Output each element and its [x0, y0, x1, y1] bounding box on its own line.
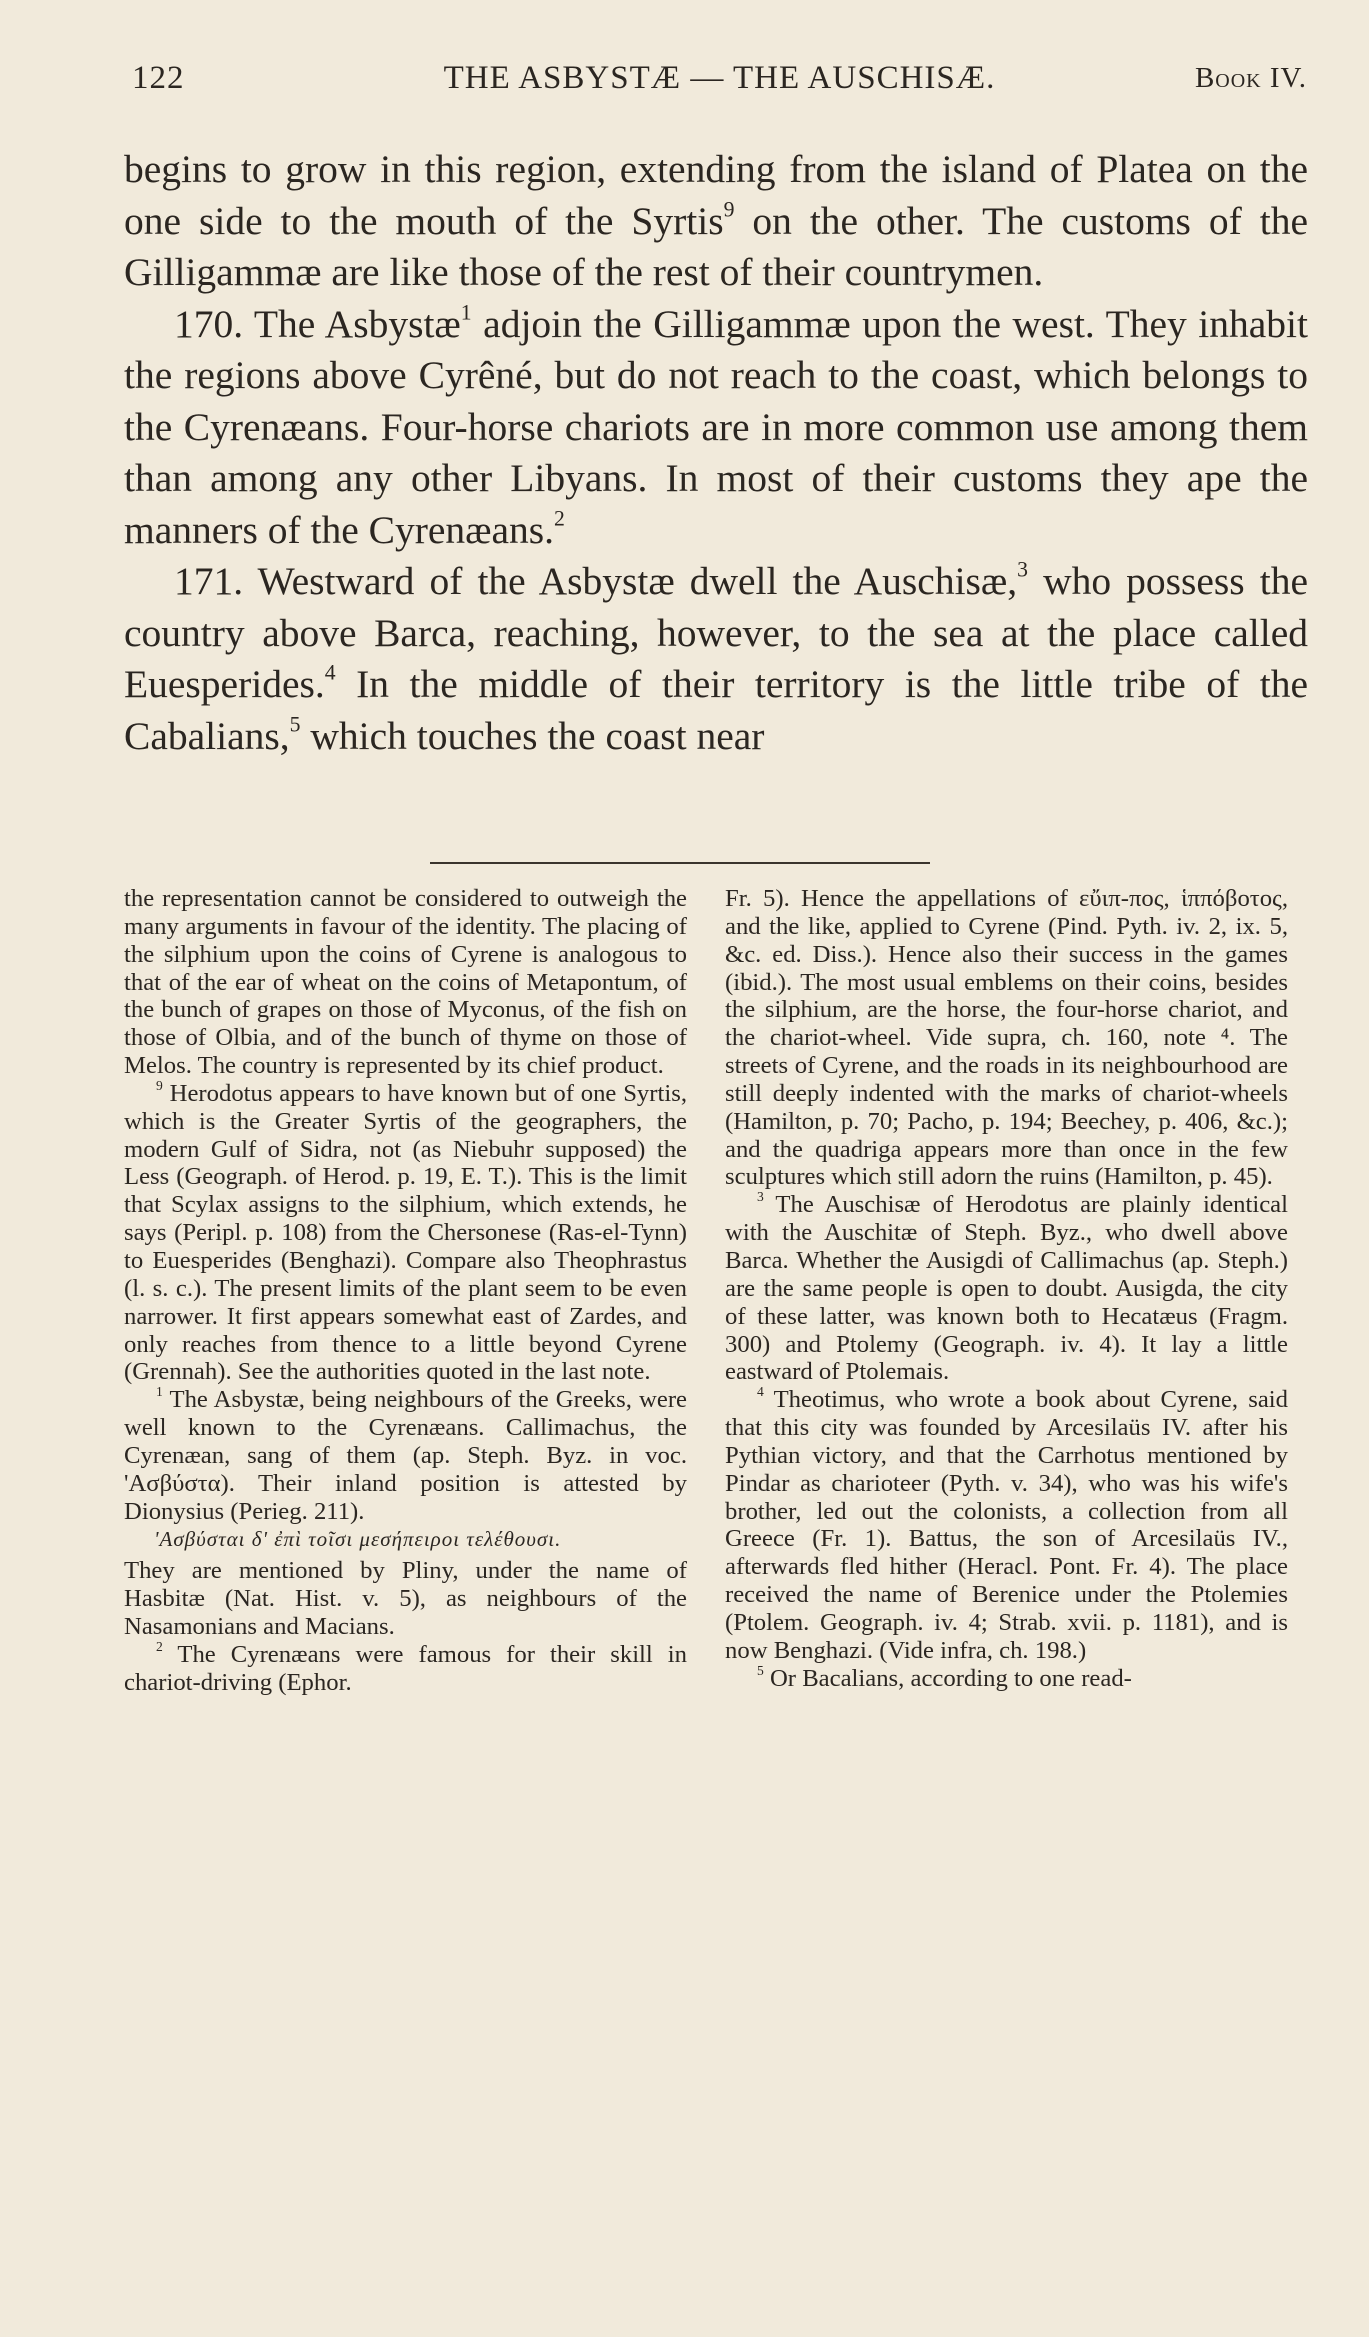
footnote-2: $^2$ The Cyrenæans were famous for their skill in chariot-driving (Ephor. [124, 1639, 687, 1696]
paragraph-continuation: begins to grow in this region, extending from the island of Platea on the one side to the mouth of the Syrtis$^9$ on the other. The customs of the Gilligammæ are like those of the rest of their countrymen. [124, 147, 1308, 294]
paragraph-170: 170. The Asbystæ$^1$ adjoin the Gilligammæ upon the west. They inhabit the regions above Cyrêné, but do not reach to the coast, which belongs to the Cyrenæans. Four-horse chariots are in more common use among them than among any other Libyans. In most of their customs they ape the manners of the Cyrenæans.$^2$ [124, 300, 1308, 552]
paragraph-171: 171. Westward of the Asbystæ dwell the Auschisæ,$^3$ who possess the country above Barca, reaching, however, to the sea at the place called Euesperides.$^4$ In the middle of their territory is the little tribe of the Cabalians,$^5$ which touches the coast near [124, 557, 1308, 758]
footnote-2-continuation: Fr. 5). Hence the appellations of εὔιπ-πος, ἱππόβοτος, and the like, applied to Cyrene (Pind. Pyth. iv. 2, ix. 5, &c. ed. Diss.). Hence also their success in the games (ibid.). The most usual emblems on their coins, besides the silphium, are the horse, the four-horse chariot, and the chariot-wheel. Vide supra, ch. 160, note ⁴. The streets of Cyrene, and the roads in its neighbourhood are still deeply indented with the marks of chariot-wheels (Hamilton, p. 70; Pacho, p. 194; Beechey, p. 406, &c.); and the quadriga appears more than once in the few sculptures which still adorn the ruins (Hamilton, p. 45). [725, 885, 1288, 1191]
footnote-ref-2: 2 [554, 506, 565, 531]
greek-quotation: 'Ασβύσται δ' ἐπὶ τοῖσι μεσήπειροι τελέθουσι. [154, 1527, 562, 1552]
footnote-ref-1: 1 [460, 300, 472, 325]
footnote-continuation: the representation cannot be considered to outweigh the many arguments in favour of the identity. The placing of the silphium upon the coins of Cyrene is analogous to that of the ear of wheat on the coins of Metapontum, of the bunch of grapes on those of Myconus, of the fish on those of Olbia, and of the bunch of thyme on those of Melos. The country is represented by its chief product. [124, 885, 687, 1080]
footnote-divider [430, 862, 930, 864]
footnote-1-continuation: They are mentioned by Pliny, under the name of Hasbitæ (Nat. Hist. v. 5), as neighbours of the Nasamonians and Macians. [124, 1557, 687, 1641]
footnote-3: $^3$ The Auschisæ of Herodotus are plainly identical with the Auschitæ of Steph. Byz., who dwell above Barca. Whether the Ausigdi of Callimachus (ap. Steph.) are the same people is open to doubt. Ausigda, the city of these latter, was known both to Hecatæus (Fragm. 300) and Ptolemy (Geograph. iv. 4). It lay a little eastward of Ptolemais. [725, 1189, 1288, 1386]
footnotes-left-column [124, 885, 687, 1697]
footnote-5: $^5$ Or Bacalians, according to one read- [757, 1662, 1132, 1692]
footnote-ref-3: 3 [1017, 557, 1029, 582]
main-text [124, 144, 1308, 762]
running-title: THE ASBYSTÆ — THE AUSCHISÆ. [443, 60, 996, 96]
footnote-1: $^1$ The Asbystæ, being neighbours of the Greeks, were well known to the Cyrenæans. Callimachus, the Cyrenæan, sang of them (ap. Steph. Byz. in voc. 'Ασβύστα). Their inland position is attested by Dionysius (Perieg. 211). [124, 1384, 687, 1525]
footnote-ref-4: 4 [324, 660, 336, 685]
page-number: 122 [132, 60, 185, 96]
running-header [132, 60, 1307, 112]
footnote-ref-5: 5 [289, 712, 301, 737]
footnote-ref-9: 9 [723, 197, 735, 222]
footnotes-right-column [725, 885, 1288, 1692]
book-label: Book IV. [1194, 62, 1307, 94]
footnote-9: $^9$ Herodotus appears to have known but of one Syrtis, which is the Greater Syrtis of the geographers, the modern Gulf of Sidra, not (as Niebuhr supposed) the Less (Geograph. of Herod. p. 19, E. T.). This is the limit that Scylax assigns to the silphium, which extends, he says (Peripl. p. 108) from the Chersonese (Ras-el-Tynn) to Euesperides (Benghazi). Compare also Theophrastus (l. s. c.). The present limits of the plant seem to be even narrower. It first appears somewhat east of Zardes, and only reaches from thence to a little beyond Cyrene (Grennah). See the authorities quoted in the last note. [124, 1078, 687, 1386]
footnote-4: $^4$ Theotimus, who wrote a book about Cyrene, said that this city was founded by Arcesilaüs IV. after his Pythian victory, and that the Carrhotus mentioned by Pindar as charioteer (Pyth. v. 34), who was his wife's brother, led out the colonists, a collection from all Greece (Fr. 1). Battus, the son of Arcesilaüs IV., afterwards fled hither (Heracl. Pont. Fr. 4). The place received the name of Berenice under the Ptolemies (Ptolem. Geograph. iv. 4; Strab. xvii. p. 1181), and is now Benghazi. (Vide infra, ch. 198.) [725, 1384, 1288, 1664]
